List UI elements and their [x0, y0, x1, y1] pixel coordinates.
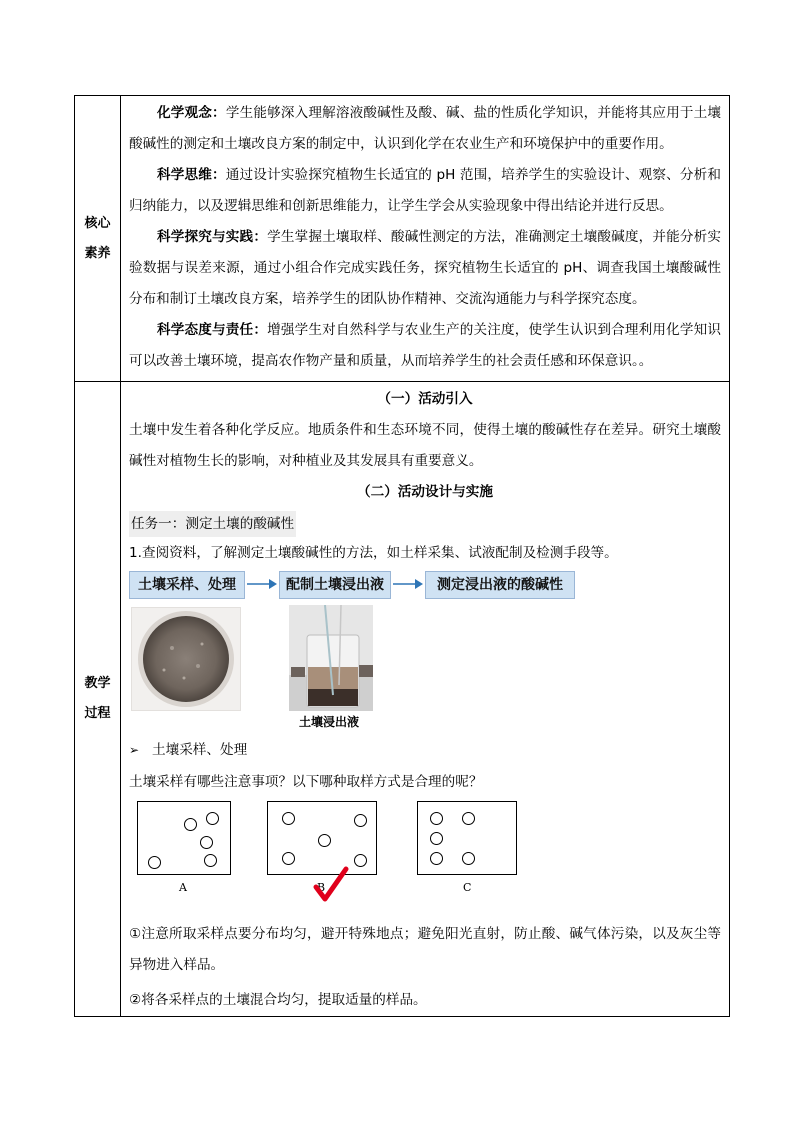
core-item-scientific-thinking: 科学思维：通过设计实验探究植物生长适宜的 pH 范围，培养学生的实验设计、观察、分析和归纳能力，以及逻辑思维和创新思维能力，让学生学会从实验现象中得出结论并进行反思。 — [129, 167, 721, 214]
sampling-option-a — [137, 801, 231, 875]
flow-step-measure: 测定浸出液的酸碱性 — [425, 571, 575, 599]
soil-dish-image — [132, 608, 240, 710]
section-heading-design: （二）活动设计与实施 — [357, 484, 493, 500]
sample-point — [184, 818, 197, 831]
option-label-a: A — [179, 881, 187, 894]
option-label-c: C — [463, 881, 472, 894]
core-item-chemistry-concept: 化学观念：学生能够深入理解溶液酸碱性及酸、碱、盐的性质化学知识，并能将其应用于土壤酸碱性的测定和土壤改良方案的制定中，认识到化学在农业生产和环境保护中的重要作用。 — [129, 105, 722, 152]
bullet-sampling: ➢ 土壤采样、处理 — [129, 742, 248, 758]
soil-sample-photo — [131, 607, 241, 711]
sample-point — [318, 834, 331, 847]
intro-paragraph: 土壤中发生着各种化学反应。地质条件和生态环境不同，使得土壤的酸碱性存在差异。研究土壤酸碱性对植物生长的影响，对种植业及其发展具有重要意义。 — [129, 422, 721, 469]
arrow-right-icon — [247, 576, 277, 592]
core-item-inquiry-practice: 科学探究与实践：学生掌握土壤取样、酸碱性测定的方法，准确测定土壤酸碱度，并能分析实验数据与误差来源，通过小组合作完成实践任务，探究植物生长适宜的 pH、调查我国土壤酸碱性分布和制订土壤改良方案，培养学生的团队协作精神、交流沟通能力与科学探究态度。 — [129, 229, 722, 307]
step-one-text: 1.查阅资料，了解测定土壤酸碱性的方法，如土样采集、试液配制及检测手段等。 — [129, 545, 618, 561]
sample-point — [200, 836, 213, 849]
section-heading-intro: （一）活动引入 — [377, 391, 473, 407]
sample-point — [206, 812, 219, 825]
sampling-question: 土壤采样有哪些注意事项？以下哪种取样方式是合理的呢？ — [129, 774, 483, 790]
sample-point — [462, 812, 475, 825]
flow-step-extract: 配制土壤浸出液 — [279, 571, 391, 599]
sample-point — [430, 812, 443, 825]
flow-step-sampling: 土壤采样、处理 — [129, 571, 245, 599]
core-literacy-label — [75, 96, 121, 382]
process-label-text: 教学过程 — [84, 676, 111, 721]
task-one-title: 任务一：测定土壤的酸碱性 — [129, 511, 296, 537]
sample-point — [282, 852, 295, 865]
procedure-flowchart — [129, 571, 721, 599]
sampling-option-c — [417, 801, 517, 875]
sampling-option-b — [267, 801, 377, 875]
note-two: ②将各采样点的土壤混合均匀，提取适量的样品。 — [129, 992, 427, 1008]
option-label-b: B — [317, 881, 326, 894]
beaker-image — [289, 605, 373, 711]
sample-point — [354, 814, 367, 827]
sample-point — [148, 856, 161, 869]
bullet-arrow-icon: ➢ — [129, 743, 140, 757]
checkmark-icon — [313, 865, 349, 905]
sample-point — [204, 854, 217, 867]
sample-point — [282, 812, 295, 825]
sample-point — [430, 832, 443, 845]
teaching-process-label — [75, 382, 121, 1017]
arrow-right-icon — [393, 576, 423, 592]
photo-row — [129, 605, 721, 733]
sampling-diagrams — [129, 801, 721, 919]
note-one: ①注意所取采样点要分布均匀，避开特殊地点；避免阳光直射，防止酸、碱气体污染，以及灰尘等异物进入样品。 — [129, 926, 721, 973]
core-label-text: 核心素养 — [84, 215, 111, 261]
extract-caption: 土壤浸出液 — [299, 715, 360, 729]
sample-point — [430, 852, 443, 865]
core-literacy-content — [121, 96, 730, 382]
lesson-plan-table — [74, 95, 730, 1017]
sample-point — [462, 852, 475, 865]
teaching-process-content — [121, 382, 730, 1017]
core-item-attitude-responsibility: 科学态度与责任：增强学生对自然科学与农业生产的关注度，使学生认识到合理利用化学知识可以改善土壤环境，提高农作物产量和质量，从而培养学生的社会责任感和环保意识。。 — [129, 322, 722, 369]
soil-extract-photo — [289, 605, 373, 711]
sample-point — [354, 854, 367, 867]
